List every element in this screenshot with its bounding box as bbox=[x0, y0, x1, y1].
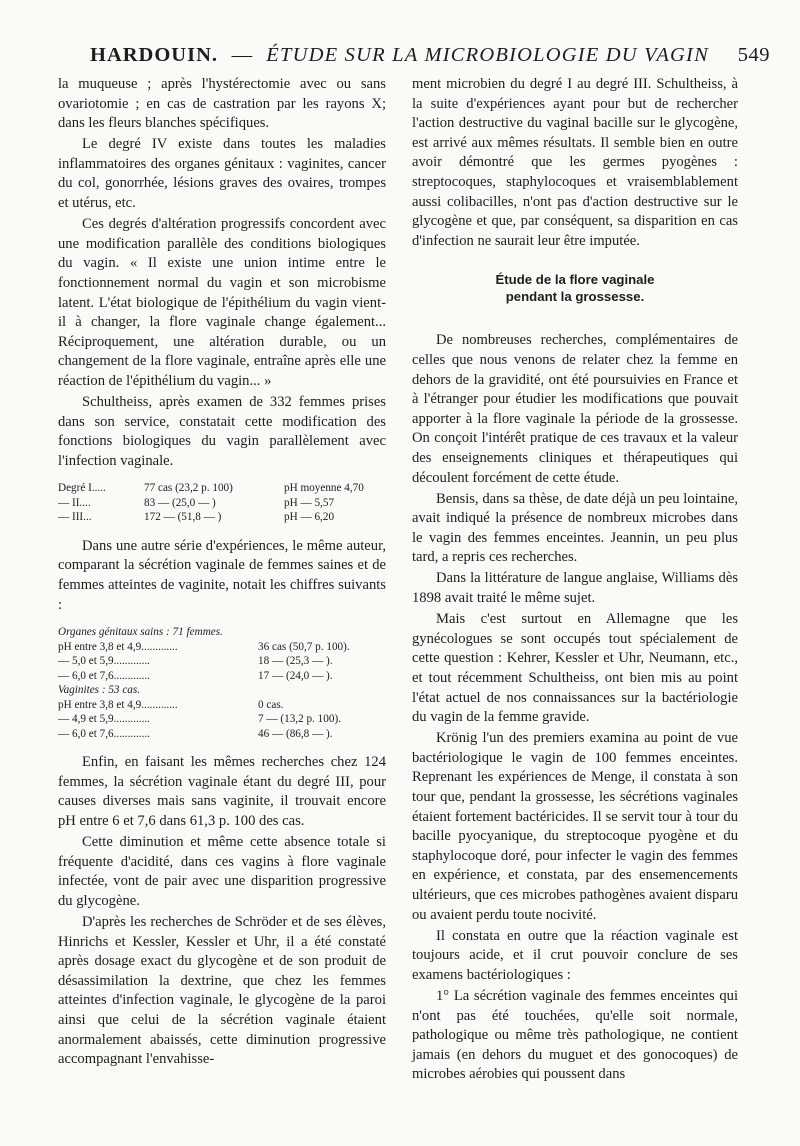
table-cell: 17 — (24,0 — ). bbox=[258, 669, 333, 682]
header-author: HARDOUIN. bbox=[90, 44, 219, 66]
table-cell: 172 — (51,8 — ) bbox=[144, 511, 222, 524]
table-cell: pH entre 3,8 et 4,9............. bbox=[58, 698, 178, 711]
table-cell: 36 cas (50,7 p. 100). bbox=[258, 640, 350, 653]
paragraph: Il constata en outre que la réaction vaginale est toujours acide, et il crut pouvoir conclure de ses examens bactériologiques : bbox=[412, 927, 738, 983]
paragraph: 1° La sécrétion vaginale des femmes enceintes qui n'ont pas été touchées, qu'elle soit normale, pathologique ou même très pathologique, ne contient jamais (en dehors du muguet et des gonocoques) de microbes aérobies qui poussent dans bbox=[412, 987, 738, 1083]
table-row bbox=[58, 669, 386, 684]
header-title: ÉTUDE SUR LA MICROBIOLOGIE DU VAGIN bbox=[266, 44, 709, 66]
paragraph: Mais c'est surtout en Allemagne que les gynécologues se sont occupés tout spécialement de cette question : Kehrer, Kessler et Uhr, Neumann, etc., et tout récemment Schultheiss, ont bien mis au point l'état actuel de nos connaissances sur la bactériologie du vagin de la femme gravide. bbox=[412, 611, 738, 726]
table-row bbox=[58, 510, 386, 525]
table-cell: 0 cas. bbox=[258, 698, 284, 711]
table-heading: Organes génitaux sains : 71 femmes. bbox=[58, 626, 223, 639]
header-dash: — bbox=[231, 44, 253, 66]
table-cell: — 5,0 et 5,9............. bbox=[58, 655, 150, 668]
paragraph: Bensis, dans sa thèse, de date déjà un peu lointaine, avait indiqué la présence de nombreux microbes dans le vagin des femmes enceintes. Jeannin, un peu plus tard, a repris ces recherches. bbox=[412, 490, 738, 566]
table-cell: pH — 6,20 bbox=[284, 511, 335, 524]
paragraph: Dans la littérature de langue anglaise, Williams dès 1898 avait traité le même sujet. bbox=[412, 570, 738, 607]
paragraph: Krönig l'un des premiers examina au point de vue bactériologique le vagin de 100 femmes enceintes. Reprenant les expériences de Menge, il constata à son tour que, pendant la grossesse, les sécrétions vaginales étaient fortement bactéricides. Il se servit tour à tour du bacille pyocyanique, du streptocoque pyogène et du staphylocoque doré, pour infecter le vagin des femmes en expérience, et constata, par des ensemencements ultérieurs, que ces microbes pathogènes avaient disparu ou avaient perdu toute nocivité. bbox=[412, 730, 738, 923]
table-heading: Vaginites : 53 cas. bbox=[58, 684, 141, 697]
paragraph: Enfin, en faisant les mêmes recherches chez 124 femmes, la sécrétion vaginale étant du degré III, pour causes diverses mais sans vaginite, il trouvait encore pH entre 6 et 7,6 dans 61,3 p. 100 des cas. bbox=[58, 754, 386, 830]
table-cell: — III... bbox=[58, 511, 92, 524]
table-cell: pH moyenne 4,70 bbox=[284, 482, 364, 495]
vaginite-ph-table bbox=[58, 625, 386, 741]
table-row bbox=[58, 481, 386, 496]
paragraph: De nombreuses recherches, complémentaires de celles que nous venons de relater chez la femme en dehors de la gravidité, ont été poursuivies en France et à l'étranger pour étudier les modifications que pouvait apporter à la flore vaginale la période de la grossesse. On conçoit l'intérêt pratique de ces travaux et la valeur des enseignements cliniques et thérapeutiques qui découlent forcément de cette étude. bbox=[412, 332, 738, 486]
left-column bbox=[58, 75, 386, 1071]
ph-degree-table bbox=[58, 481, 386, 525]
table-cell: 7 — (13,2 p. 100). bbox=[258, 713, 341, 726]
paragraph: Dans une autre série d'expériences, le même auteur, comparant la sécrétion vaginale de femmes saines et de femmes atteintes de vaginite, notait les chiffres suivants : bbox=[58, 537, 386, 613]
table-row bbox=[58, 727, 386, 742]
table-cell: — II.... bbox=[58, 496, 91, 509]
table-row bbox=[58, 698, 386, 713]
table-row bbox=[58, 712, 386, 727]
running-header bbox=[90, 44, 770, 74]
table-cell: 83 — (25,0 — ) bbox=[144, 496, 216, 509]
paragraph: Schultheiss, après examen de 332 femmes prises dans son service, constatait cette modification des fonctions biologiques du vagin parallèlement avec l'infection vaginale. bbox=[58, 394, 386, 469]
table-cell: 18 — (25,3 — ). bbox=[258, 655, 333, 668]
section-heading-line: pendant la grossesse. bbox=[505, 289, 645, 305]
paragraph: Ces degrés d'altération progressifs concordent avec une modification parallèle des conditions biologiques du vagin. « Il existe une union intime entre le fonctionnement normal du vagin et son microbisme latent. L'état biologique de l'épithélium du vagin vient-il à changer, la flore vaginale change également... Réciproquement, une altération durable, ou un changement de la flore vaginale, entraîne après elle une réaction de l'épithélium du vagin... » bbox=[58, 216, 386, 389]
table-cell: pH — 5,57 bbox=[284, 496, 335, 509]
table-row bbox=[58, 640, 386, 655]
right-column bbox=[412, 75, 738, 1086]
page-number: 549 bbox=[737, 44, 770, 66]
paragraph: ment microbien du degré I au degré III. Schultheiss, à la suite d'expériences ayant pour but de rechercher l'action destructive du vaginal bacille sur le glycogène, est arrivé aux mêmes résultats. Il semble bien en outre avoir démontré que les germes pyogènes : streptocoques, staphylocoques et vraisemblablement aussi colibacilles, n'ont pas d'action destructive sur le glycogène et que, par conséquent, sa disparition en cas d'infection ne saurait leur être imputée. bbox=[412, 76, 738, 249]
table-cell: — 6,0 et 7,6............. bbox=[58, 669, 150, 682]
table-cell: 77 cas (23,2 p. 100) bbox=[144, 482, 233, 495]
table-cell: — 4,9 et 5,9............. bbox=[58, 713, 150, 726]
table-cell: pH entre 3,8 et 4,9............. bbox=[58, 640, 178, 653]
table-cell: 46 — (86,8 — ). bbox=[258, 727, 333, 740]
section-heading-line: Étude de la flore vaginale bbox=[495, 272, 655, 288]
table-row bbox=[58, 654, 386, 669]
paragraph: la muqueuse ; après l'hystérectomie avec ou sans ovariotomie ; en cas de castration par les rayons X; dans les fleurs blanches spécifiques. bbox=[58, 76, 386, 132]
table-row bbox=[58, 496, 386, 511]
paragraph: D'après les recherches de Schröder et de ses élèves, Hinrichs et Kessler, Kessler et Uhr, il a été constaté après dosage exact du glycogène et de son produit de désassimilation la dextrine, que chez les femmes atteintes d'infection vaginale, le glycogène de la paroi ainsi que celui de la sécrétion vaginale étaient anormalement abaissés, cette diminution progressive accompagnant l'envahisse- bbox=[58, 914, 386, 1068]
paragraph: Le degré IV existe dans toutes les maladies inflammatoires des organes génitaux : vaginites, cancer du col, gonorrhée, lésions graves des ovaires, trompes et utérus, etc. bbox=[58, 136, 386, 212]
table-cell: — 6,0 et 7,6............. bbox=[58, 727, 150, 740]
paragraph: Cette diminution et même cette absence totale si fréquente d'acidité, dans ces vagins à flore vaginale infectée, vont de pair avec une disparition progressive du glycogène. bbox=[58, 834, 386, 909]
table-cell: Degré I..... bbox=[58, 482, 106, 495]
section-heading bbox=[412, 271, 738, 305]
